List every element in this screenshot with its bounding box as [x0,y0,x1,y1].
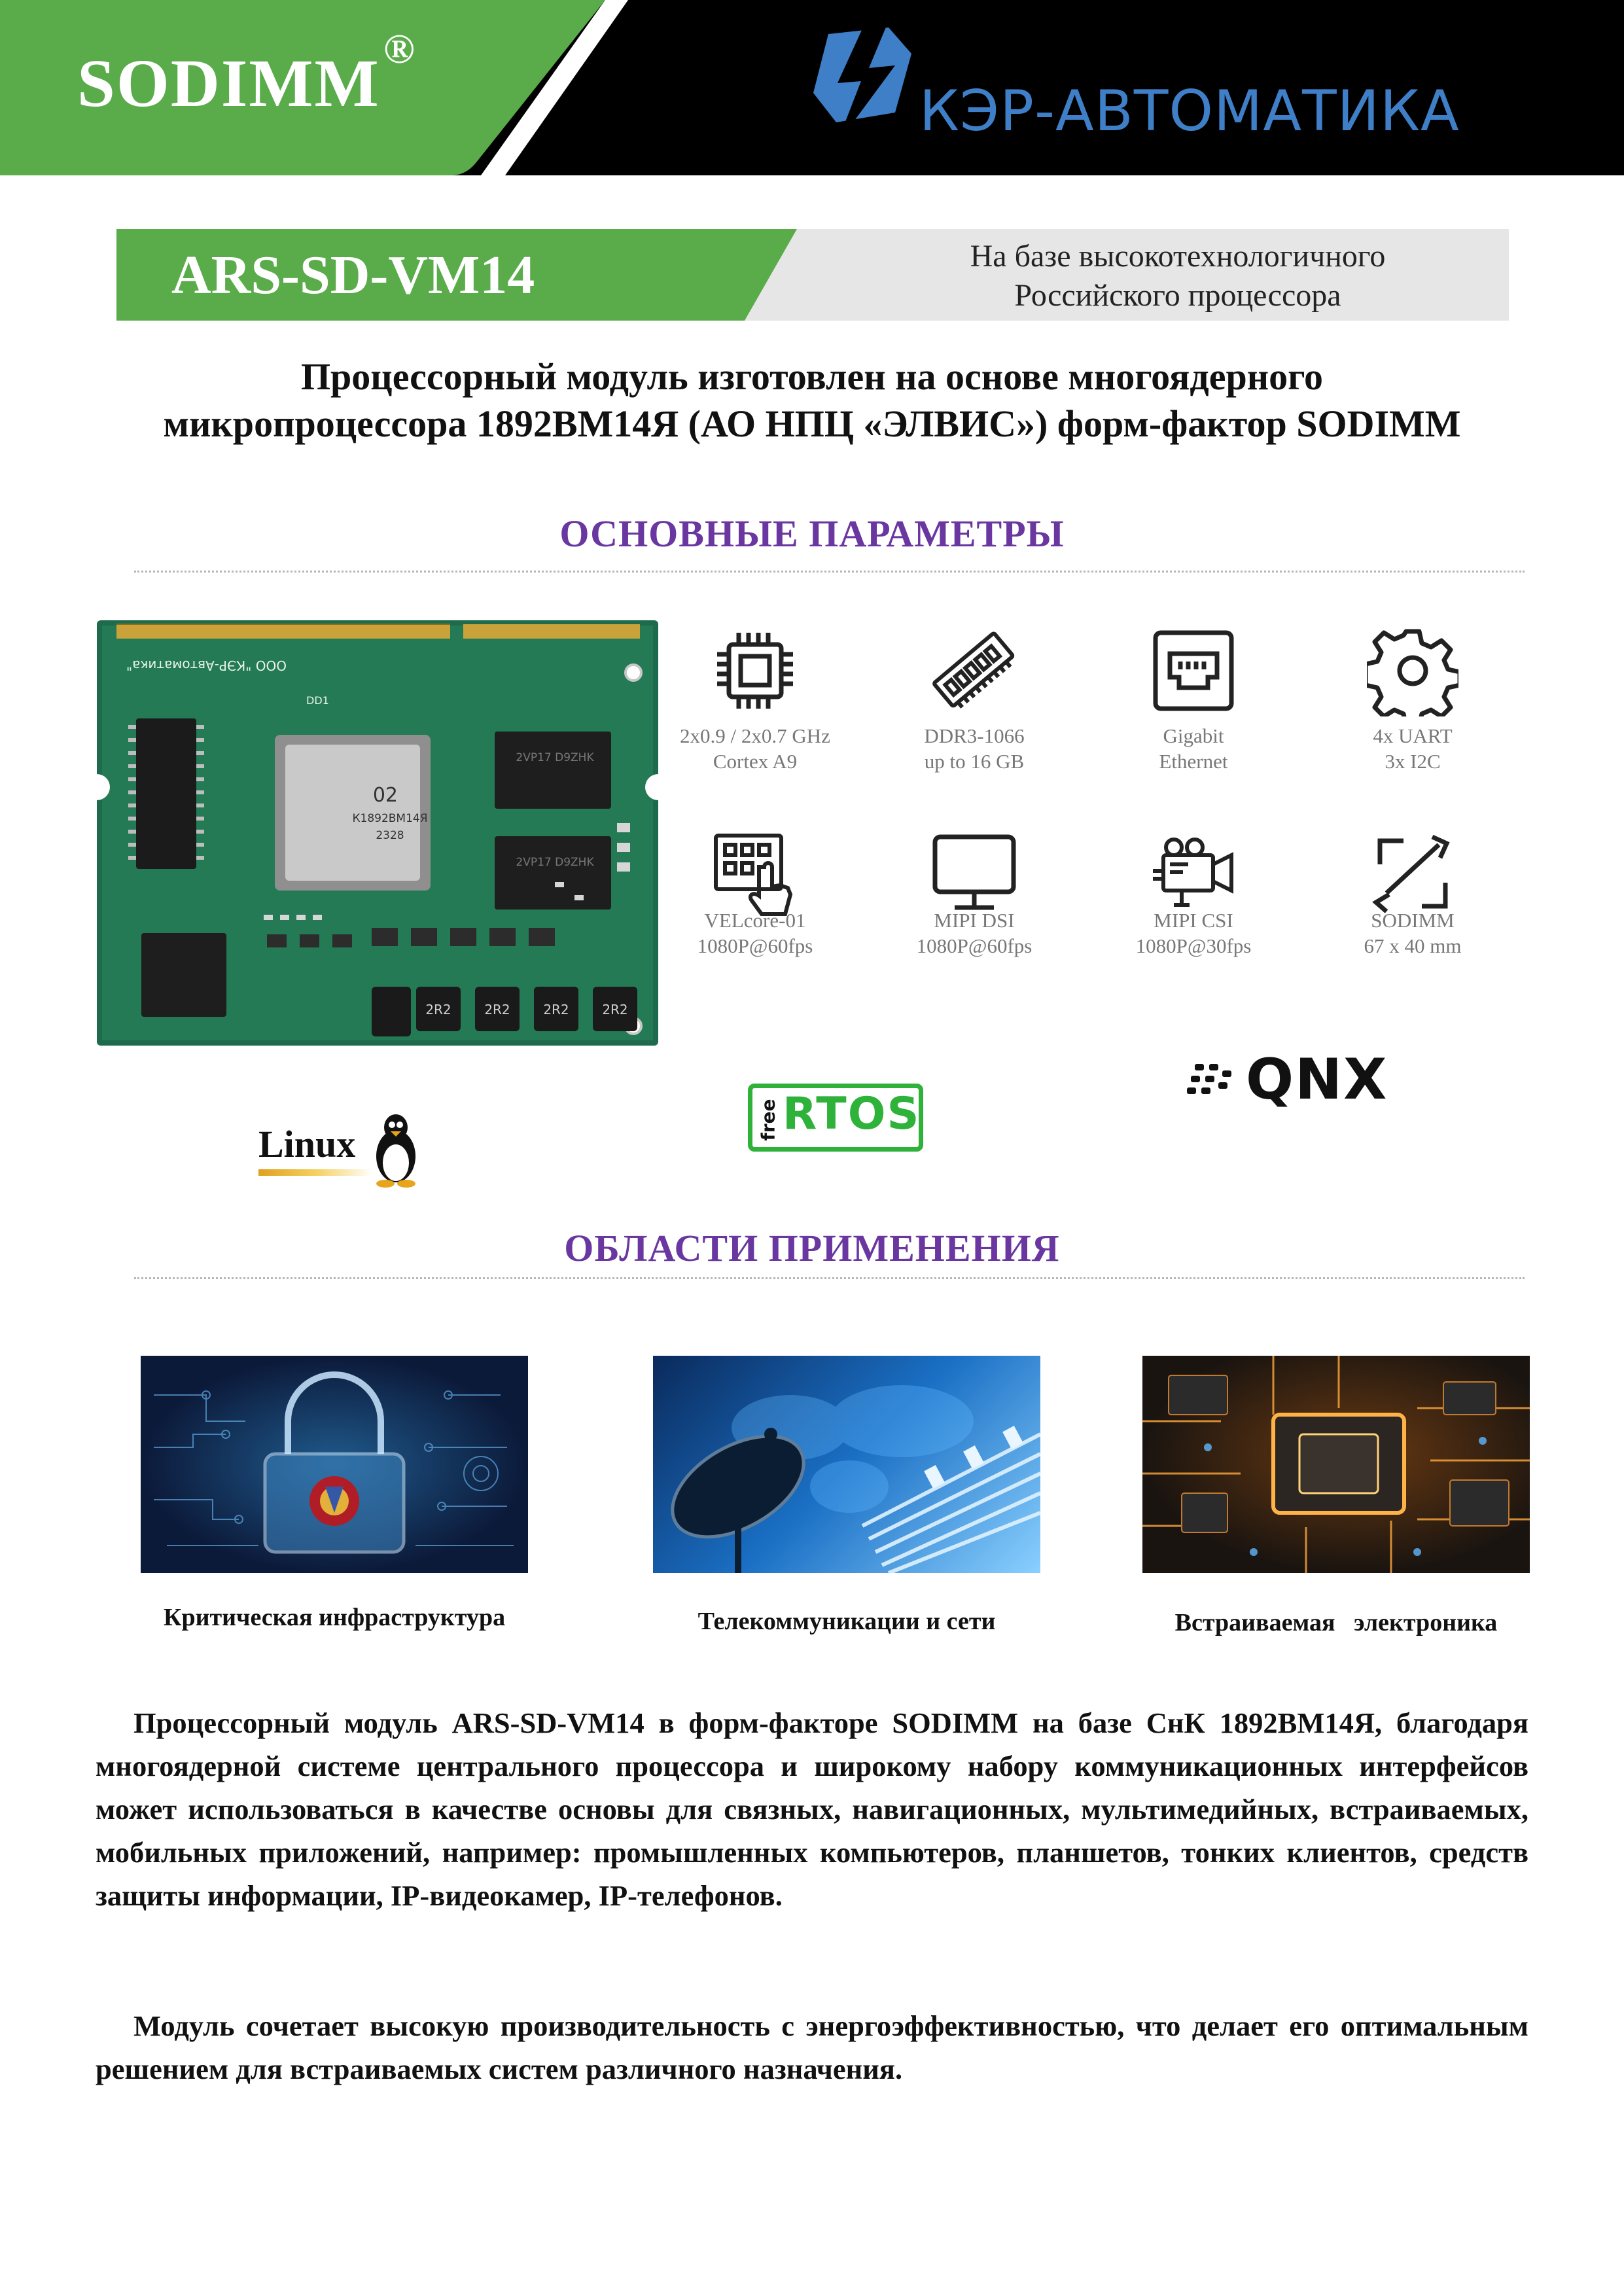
embedded-electronics-image [1142,1356,1530,1573]
brand-name: КЭР-АВТОМАТИКА [919,79,1460,144]
inductor-4-marking: 2R2 [602,1002,628,1017]
feature-label-mipi-dsi [876,908,1072,959]
cpu-marking-3: 2328 [376,829,404,842]
linux-logo-text: Linux [258,1123,356,1165]
ram-chip-2-marking: 2VP17 D9ZHK [516,856,594,869]
banner-subtitle-line2: Российского процессора [1014,278,1341,313]
feature-label-cpu-line1: 2x0.9 / 2x0.7 GHz [680,724,830,747]
feature-label-video-engine-line1: VELcore-01 [704,909,806,932]
linux-logo-swoosh [258,1169,373,1176]
inductor-1-marking: 2R2 [425,1002,451,1017]
params-section-title: ОСНОВНЫЕ ПАРАМЕТРЫ [559,512,1065,555]
inductor-2-marking: 2R2 [484,1002,510,1017]
lead-heading [65,353,1559,448]
cpu-marking-2: К1892ВМ14Я [352,812,428,825]
applications-section-title: ОБЛАСТИ ПРИМЕНЕНИЯ [564,1227,1060,1269]
video-camera-icon [1148,828,1239,919]
board-designator: DD1 [306,694,329,707]
inductor-3-marking: 2R2 [543,1002,569,1017]
lightning-logo-icon [797,14,911,145]
ram-icon [928,625,1020,716]
feature-label-mipi-csi [1095,908,1292,959]
gear-icon [1367,625,1458,716]
freertos-rtos-text: RTOS [783,1088,921,1140]
feature-label-mipi-csi-line2: 1080P@30fps [1135,934,1252,957]
board-edge-contacts [116,624,640,639]
feature-label-uart [1315,723,1511,774]
feature-label-uart-line1: 4x UART [1373,724,1453,747]
feature-label-video-engine [657,908,853,959]
penguin-icon [370,1110,422,1188]
monitor-icon [928,828,1020,919]
freertos-free-box [758,1095,783,1143]
cpu-marking-1: 02 [372,784,398,807]
feature-label-ram-line1: DDR3-1066 [924,724,1025,747]
ram-chip-1-marking: 2VP17 D9ZHK [516,751,594,764]
blackberry-icon [1186,1061,1238,1101]
qnx-logo [1186,1047,1447,1112]
critical-infrastructure-image [141,1356,528,1573]
freertos-logo [748,1084,923,1152]
critical-infrastructure-caption: Критическая инфраструктура [163,1604,506,1631]
product-family-title: SODIMM [77,46,380,121]
banner-subtitle-line1: На базе высокотехнологичного [970,239,1386,274]
feature-label-uart-line2: 3x I2C [1385,750,1441,773]
telecom-network-caption: Телекоммуникации и сети [697,1608,996,1635]
banner-subtitle [851,237,1505,315]
description-paragraph-1-text: Процессорный модуль ARS-SD-VM14 в форм-факторе SODIMM на базе СнК 1892ВМ14Я, благодаря многоядерной системе центрального процессора и широкому набору коммуникационных интерфейсов может использоваться в качестве основы для связных, навигационных, мультимедийных, встраиваемых, мобильных приложений, например: промышленных компьютеров, планшетов, тонких клиентов, средств защиты информации, IP-видеокамер, IP-телефонов. [96,1706,1528,1912]
resize-icon [1367,828,1458,919]
registered-mark: ® [383,26,415,72]
ethernet-icon [1148,625,1239,716]
feature-label-video-engine-line2: 1080P@60fps [697,934,813,957]
description-paragraph-1 [96,1701,1528,1917]
embedded-electronics-caption: Встраиваемая электроника [1174,1609,1498,1636]
feature-label-ethernet-line1: Gigabit [1163,724,1224,747]
feature-label-mipi-dsi-line2: 1080P@60fps [916,934,1033,957]
applications-divider [134,1277,1525,1279]
feature-label-ram-line2: up to 16 GB [924,750,1025,773]
description-paragraph-2 [96,2004,1528,2091]
cpu-icon [709,625,801,716]
feature-label-mipi-csi-line1: MIPI CSI [1154,909,1233,932]
feature-label-form-factor [1315,908,1511,959]
feature-label-mipi-dsi-line1: MIPI DSI [934,909,1015,932]
telecom-network-image [653,1356,1040,1573]
page-header [0,0,1624,175]
feature-label-cpu-line2: Cortex A9 [713,750,798,773]
lead-line2: микропроцессора 1892ВМ14Я (АО НПЦ «ЭЛВИС») форм-фактор SODIMM [163,402,1461,445]
touch-panel-icon [709,828,801,919]
model-title: ARS-SD-VM14 [171,245,535,306]
feature-label-ethernet-line2: Ethernet [1159,750,1228,773]
feature-label-form-factor-line1: SODIMM [1371,909,1455,932]
module-board-image [97,620,658,1046]
qnx-logo-text: QNX [1246,1047,1388,1112]
feature-label-form-factor-line2: 67 x 40 mm [1364,934,1462,957]
feature-grid [680,625,1553,991]
feature-label-ethernet [1095,723,1292,774]
description-paragraph-2-text: Модуль сочетает высокую производительность с энергоэффективностью, что делает его оптимальным решением для встраиваемых систем различного назначения. [96,2009,1528,2085]
linux-logo [258,1116,429,1194]
lead-line1: Процессорный модуль изготовлен на основе многоядерного [300,355,1324,398]
params-divider [134,571,1525,573]
feature-label-ram [876,723,1072,774]
board-brand-print: ООО "КЭР-Автоматика" [126,658,287,673]
freertos-free-text: free [757,1099,779,1141]
feature-label-cpu [657,723,853,774]
